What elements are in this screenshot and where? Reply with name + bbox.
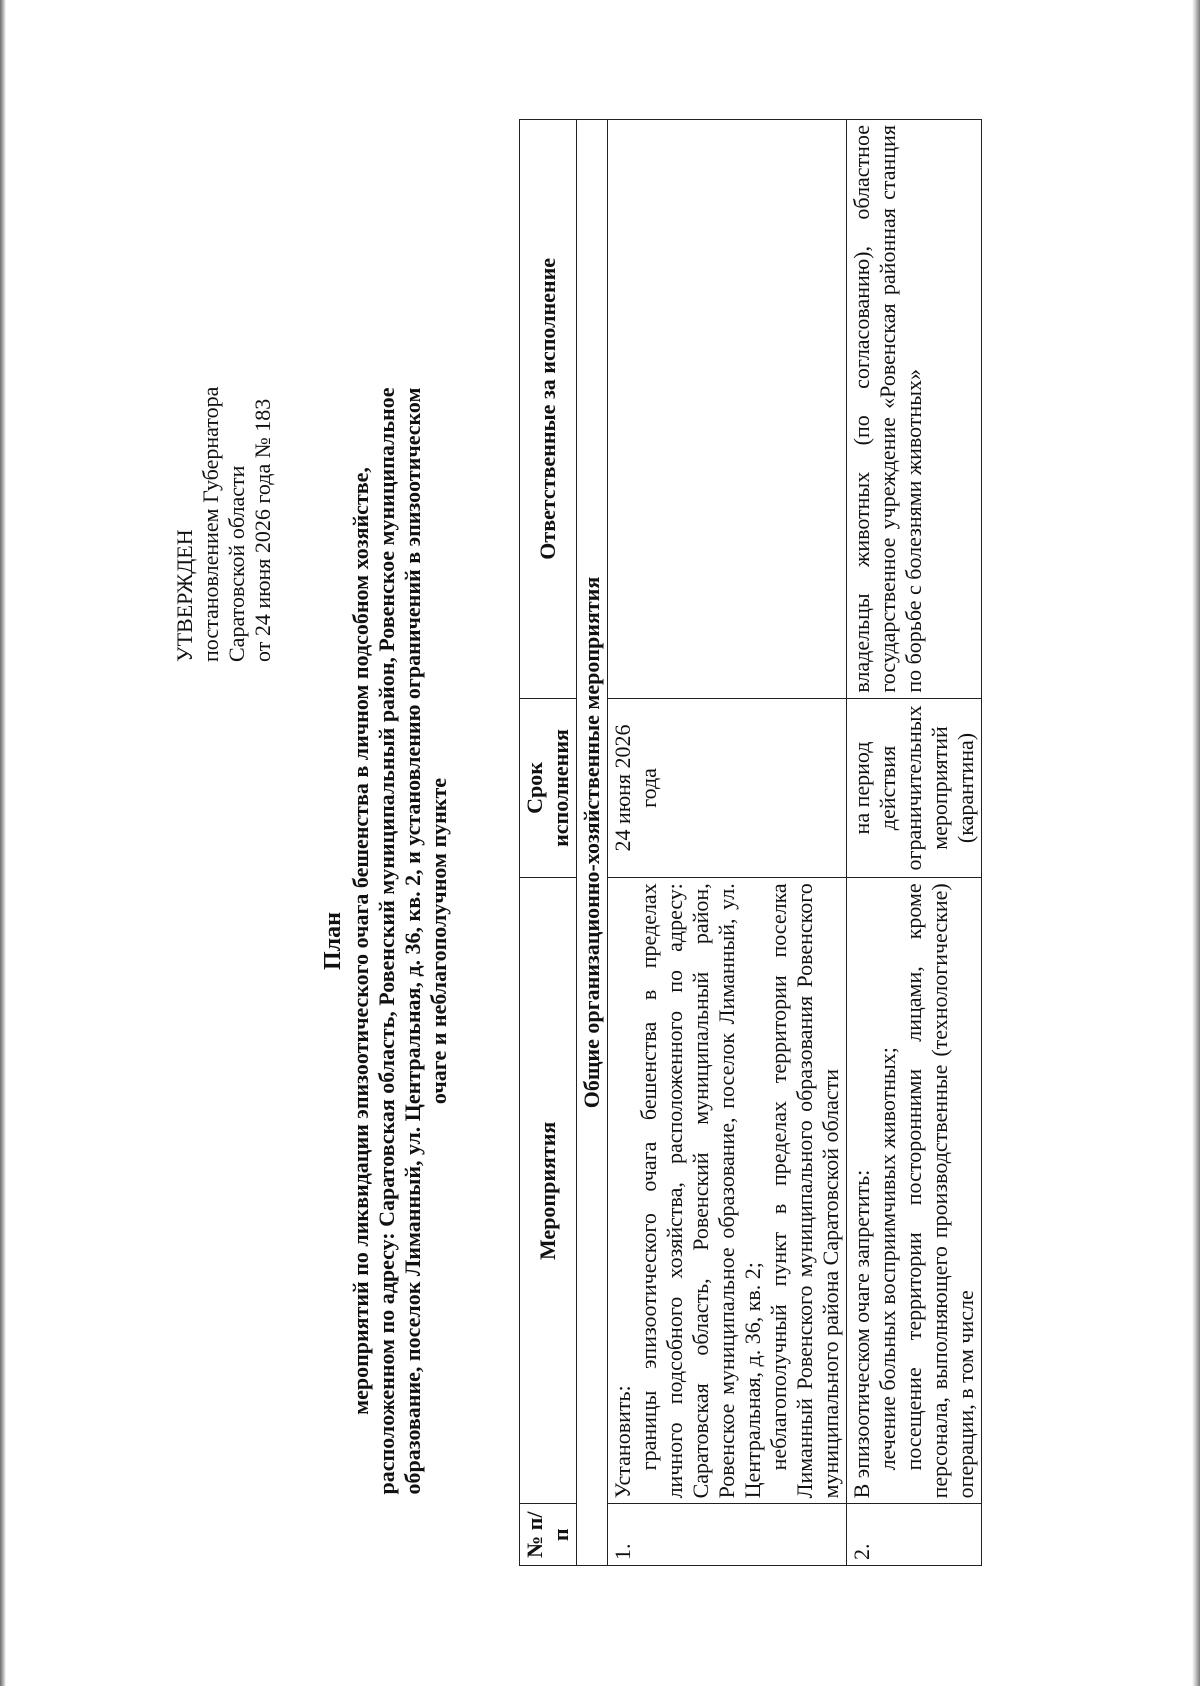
measure-paragraph: границы эпизоотического очага бешенства в пределах личного подсобного хозяйства, расположенного по адресу: Саратовская область, Ровенский муниципальный район, Ровенское муниципальное образование, поселок Лиманный, ул. Центральная, д. 36, кв. 2; [636,883,765,1499]
approval-date: от 24 июня 2026 года № 183 [250,398,275,662]
row-num: 2. [847,1504,982,1566]
row-measure [847,878,982,1504]
header-num: № п/п [520,1504,577,1566]
row-resp: владельцы животных (по согласованию), областное государственное учреждение «Ровенская районная станция по борьбе с болезнями животных» [847,120,982,699]
row-term: на период действия ограничительных мероприятий (карантина) [847,698,982,878]
measure-paragraph: посещение территории посторонними лицами, кроме персонала, выполняющего производственные (технологические) операции, в том числе [901,883,978,1499]
header-resp: Ответственные за исполнение [520,120,577,699]
heading-plan-word: План [320,912,346,970]
table-row [847,120,982,1566]
row-num: 1. [608,1504,847,1566]
approval-line: постановлением Губернатора [198,386,223,662]
approval-line: Саратовской области [224,465,249,662]
document-heading [318,346,452,1536]
measure-intro: Установить: [610,1385,635,1499]
table-row [608,120,847,1566]
heading-line: образование, поселок Лиманный, ул. Центральная, д. 36, кв. 2, и установлению ограничений в эпизоотическом [400,387,425,1495]
table-header-row [520,120,577,1566]
row-term: 24 июня 2026 года [608,698,847,878]
section-row [577,120,608,1566]
heading-line: расположенном по адресу: Саратовская область, Ровенский муниципальный район, Ровенское муниципальное [374,387,399,1495]
row-measure [608,878,847,1504]
section-title: Общие организационно-хозяйственные мероприятия [577,120,608,1566]
measure-intro: В эпизоотическом очаге запретить: [849,1169,874,1499]
header-measure: Мероприятия [520,878,577,1504]
row-resp [608,120,847,699]
heading-line: мероприятий по ликвидации эпизоотического очага бешенства в личном подсобном хозяйстве, [348,467,373,1415]
header-term: Срок исполнения [520,698,577,878]
measure-paragraph: лечение больных восприимчивых животных; [875,1047,900,1471]
heading-line: очаге и неблагополучном пункте [426,777,451,1105]
approval-block [172,302,276,662]
plan-table [519,119,982,1566]
approval-title: УТВЕРЖДЕН [172,529,197,662]
measure-paragraph: неблагополучный пункт в пределах территории поселка Лиманный Ровенского муниципального образования Ровенского муниципального района Саратовской области [766,883,843,1499]
